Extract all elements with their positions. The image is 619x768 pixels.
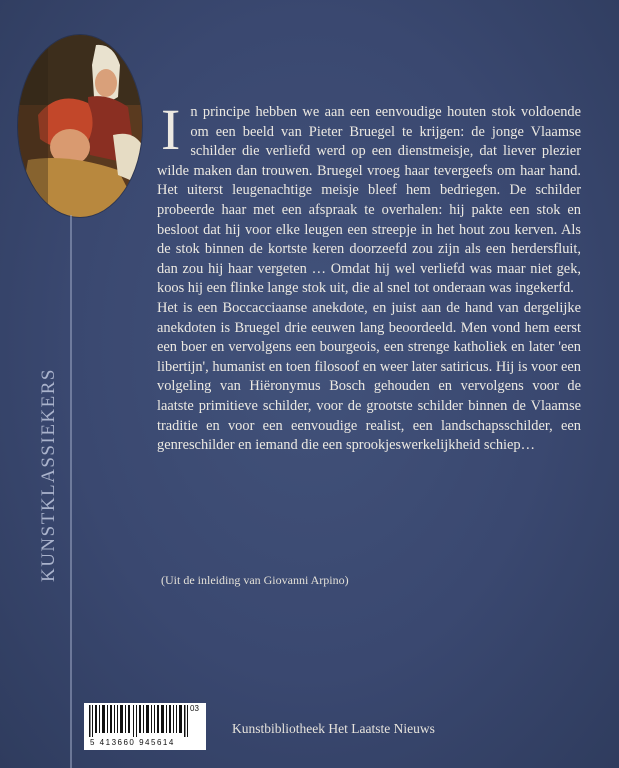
barcode-addon: 03 <box>190 704 199 713</box>
barcode <box>84 703 206 750</box>
paragraph-1-text: n principe hebben we aan een eenvoudige houten stok voldoende om een beeld van Pieter Bruegel te krijgen: de jonge Vlaamse schilder die verliefd werd op een dienstmeisje, dat liever plezier wilde maken dan trouwen. Bruegel vroeg haar tevergeefs om haar hand. Het uiterst leugenachtige meisje bleef hem bedriegen. De schilder probeerde haar met een afspraak te overhalen: hij pakte een stok en besloot dat hij voor elke leugen een streepje in het hout zou kerven. Als de stok binnen de kortste keren doorzeefd zou zijn als een herdersfluit, dan zou hij haar vergeten … Omdat hij wel verliefd was maar niet gek, koos hij een flinke lange stok uit, die al snel tot onderaan was ingekerfd. <box>157 104 581 297</box>
painting-detail-image <box>18 35 142 217</box>
publisher-name: Kunstbibliotheek Het Laatste Nieuws <box>232 721 435 736</box>
barcode-number: 5 413660 945614 <box>90 738 175 747</box>
paragraph-1 <box>157 97 581 299</box>
barcode-bars <box>89 705 189 737</box>
drop-cap: I <box>161 97 181 162</box>
series-title-vertical: KUNSTKLASSIEKERS <box>38 367 59 583</box>
paragraph-2: Het is een Boccacciaanse anekdote, en juist aan de hand van dergelijke anekdoten is Bruegel drie eeuwen lang beoordeeld. Men vond hem eerst een boer en vervolgens een bourgeois, een strenge katholiek en later 'een libertijn', humanist en toen filosoof en weer later satiricus. Hij is voor een volgeling van Hiëronymus Bosch gehouden en vervolgens voor de laatste primitieve schilder, voor de grootste schilder binnen de Vlaamse traditie en voor een eenvoudige realist, een landschapsschilder, een genreschilder en iemand die een sprookjeswerkelijkheid schiep… <box>157 299 581 454</box>
attribution-line: (Uit de inleiding van Giovanni Arpino) <box>161 573 349 587</box>
spine-divider-line <box>70 215 72 768</box>
blurb-text <box>157 97 581 456</box>
